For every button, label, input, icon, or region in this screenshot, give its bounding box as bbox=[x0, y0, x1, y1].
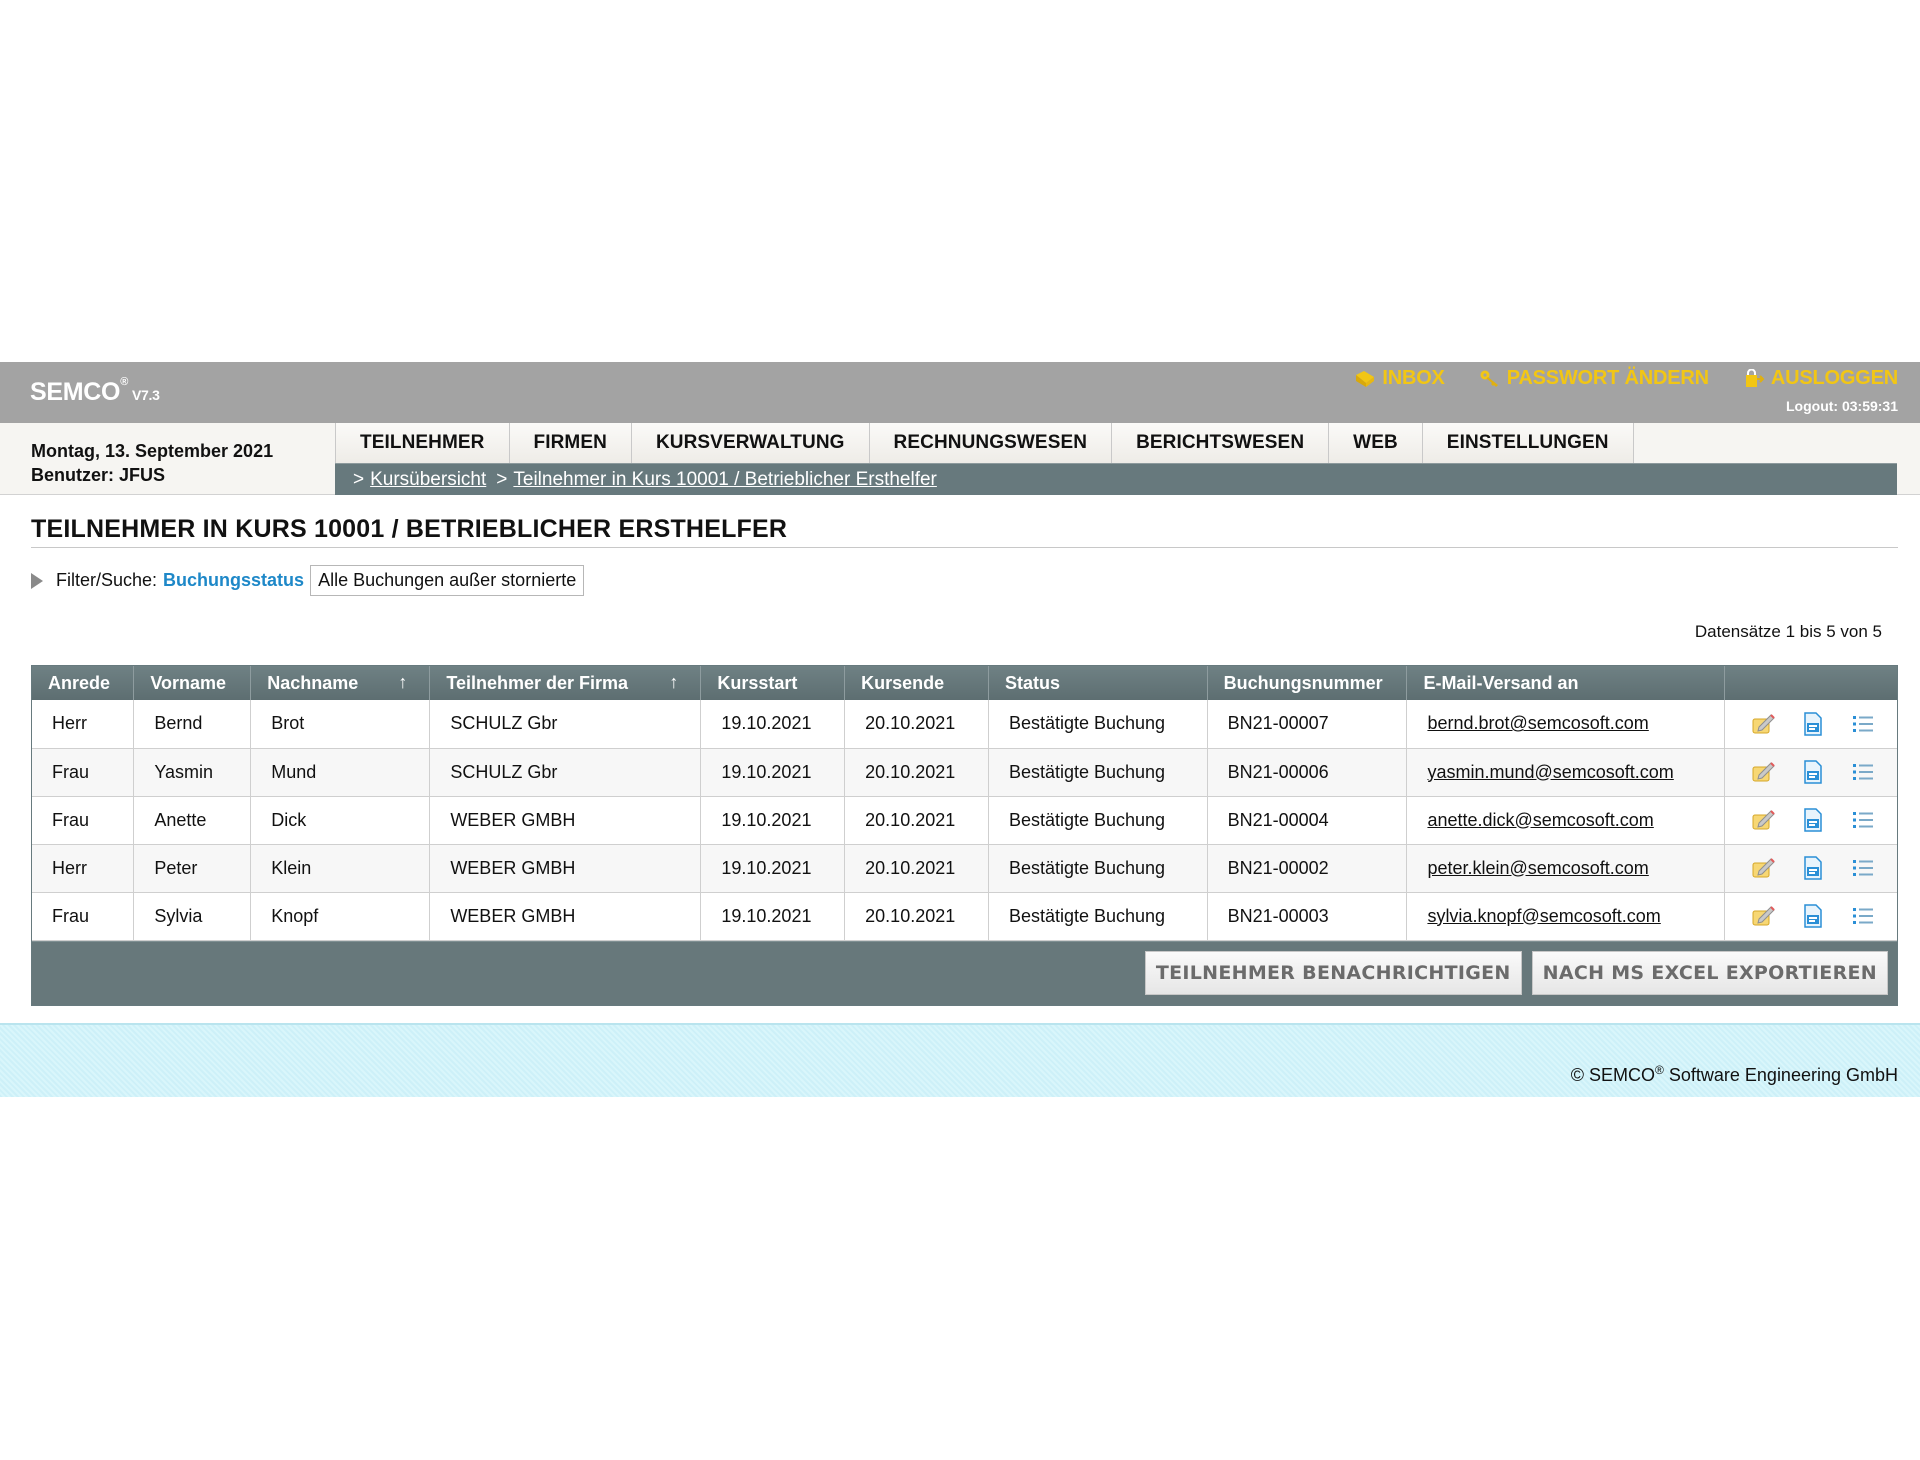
cell-start: 19.10.2021 bbox=[701, 748, 845, 796]
top-links bbox=[1354, 367, 1898, 390]
column-header-anrede[interactable] bbox=[32, 666, 134, 700]
column-label: Teilnehmer der Firma bbox=[446, 672, 629, 693]
main-menu bbox=[335, 423, 1897, 463]
edit-icon[interactable] bbox=[1749, 710, 1777, 738]
cell-vorname: Yasmin bbox=[134, 748, 251, 796]
cell-nachname: Mund bbox=[251, 748, 430, 796]
list-icon[interactable] bbox=[1849, 710, 1877, 738]
cell-firma: WEBER GMBH bbox=[430, 892, 701, 940]
cell-nachname: Brot bbox=[251, 700, 430, 748]
table-header-row bbox=[32, 666, 1897, 700]
navigation-row bbox=[0, 423, 1920, 495]
cell-ende: 20.10.2021 bbox=[845, 892, 989, 940]
breadcrumb-kursuebersicht[interactable]: Kursübersicht bbox=[370, 468, 487, 490]
cell-status: Bestätigte Buchung bbox=[988, 700, 1207, 748]
column-label: Status bbox=[1004, 672, 1060, 693]
cell-nachname: Klein bbox=[251, 844, 430, 892]
row-actions bbox=[1745, 854, 1877, 882]
document-icon[interactable] bbox=[1799, 854, 1827, 882]
column-label: Buchungsnummer bbox=[1223, 672, 1383, 693]
current-user: Benutzer: JFUS bbox=[31, 465, 166, 485]
copyright-prefix: © SEMCO bbox=[1570, 1065, 1656, 1085]
copyright-suffix: Software Engineering GmbH bbox=[1663, 1065, 1898, 1085]
row-actions bbox=[1745, 758, 1877, 786]
table-footer bbox=[32, 941, 1897, 1005]
menu-einstellungen[interactable]: EINSTELLUNGEN bbox=[1423, 423, 1634, 463]
cell-start: 19.10.2021 bbox=[701, 796, 845, 844]
cell-nummer: BN21-00002 bbox=[1207, 844, 1407, 892]
notify-participants-button[interactable]: TEILNEHMER BENACHRICHTIGEN bbox=[1145, 951, 1522, 995]
row-actions bbox=[1745, 710, 1877, 738]
edit-icon[interactable] bbox=[1749, 902, 1777, 930]
filter-field-link[interactable]: Buchungsstatus bbox=[163, 570, 305, 590]
page-footer bbox=[0, 1023, 1920, 1097]
column-header-buchungsnummer[interactable] bbox=[1207, 666, 1407, 700]
menu-kursverwaltung[interactable]: KURSVERWALTUNG bbox=[632, 423, 870, 463]
cell-nummer: BN21-00003 bbox=[1207, 892, 1407, 940]
menu-firmen[interactable]: FIRMEN bbox=[510, 423, 632, 463]
sort-ascending-icon[interactable]: ↑ bbox=[398, 672, 408, 692]
column-header-vorname[interactable] bbox=[134, 666, 251, 700]
inbox-icon bbox=[1354, 369, 1376, 389]
menu-web[interactable]: WEB bbox=[1329, 423, 1423, 463]
copyright-registered-mark: ® bbox=[1655, 1063, 1664, 1077]
change-password-link[interactable] bbox=[1479, 367, 1709, 390]
cell-actions bbox=[1724, 892, 1897, 940]
inbox-link[interactable] bbox=[1354, 367, 1444, 390]
email-link[interactable]: yasmin.mund@semcosoft.com bbox=[1427, 761, 1674, 782]
cell-nachname: Knopf bbox=[251, 892, 430, 940]
column-header-status[interactable] bbox=[988, 666, 1207, 700]
email-link[interactable]: peter.klein@semcosoft.com bbox=[1427, 857, 1649, 878]
cell-ende: 20.10.2021 bbox=[845, 700, 989, 748]
cell-vorname: Peter bbox=[134, 844, 251, 892]
email-link[interactable]: anette.dick@semcosoft.com bbox=[1427, 809, 1654, 830]
list-icon[interactable] bbox=[1849, 854, 1877, 882]
table-row[interactable] bbox=[32, 844, 1897, 892]
cell-email bbox=[1407, 844, 1725, 892]
column-label: Kursstart bbox=[717, 672, 798, 693]
column-header-kursende[interactable] bbox=[845, 666, 989, 700]
filter-bar bbox=[31, 565, 584, 596]
column-header-actions bbox=[1724, 666, 1897, 700]
column-label: Kursende bbox=[861, 672, 945, 693]
row-actions bbox=[1745, 902, 1877, 930]
cell-firma: SCHULZ Gbr bbox=[430, 700, 701, 748]
column-header-kursstart[interactable] bbox=[701, 666, 845, 700]
menu-rechnungswesen[interactable]: RECHNUNGSWESEN bbox=[870, 423, 1113, 463]
cell-actions bbox=[1724, 748, 1897, 796]
breadcrumb-current-course[interactable]: Teilnehmer in Kurs 10001 / Betrieblicher Ersthelfer bbox=[513, 468, 937, 490]
cell-firma: WEBER GMBH bbox=[430, 796, 701, 844]
brand-name: SEMCO bbox=[30, 378, 121, 406]
cell-vorname: Anette bbox=[134, 796, 251, 844]
logout-timer: Logout: 03:59:31 bbox=[1785, 398, 1898, 414]
cell-anrede: Herr bbox=[32, 700, 134, 748]
cell-actions bbox=[1724, 844, 1897, 892]
cell-nummer: BN21-00004 bbox=[1207, 796, 1407, 844]
cell-nummer: BN21-00006 bbox=[1207, 748, 1407, 796]
cell-vorname: Sylvia bbox=[134, 892, 251, 940]
row-actions bbox=[1745, 806, 1877, 834]
email-link[interactable]: bernd.brot@semcosoft.com bbox=[1427, 713, 1649, 734]
list-icon[interactable] bbox=[1849, 806, 1877, 834]
cell-anrede: Frau bbox=[32, 796, 134, 844]
edit-icon[interactable] bbox=[1749, 806, 1777, 834]
cell-start: 19.10.2021 bbox=[701, 844, 845, 892]
logout-icon bbox=[1743, 369, 1765, 389]
expand-filter-icon[interactable] bbox=[31, 573, 43, 589]
cell-email bbox=[1407, 796, 1725, 844]
column-header-firma[interactable] bbox=[430, 666, 701, 700]
edit-icon[interactable] bbox=[1749, 758, 1777, 786]
cell-email bbox=[1407, 748, 1725, 796]
export-excel-button[interactable]: NACH MS EXCEL EXPORTIEREN bbox=[1532, 951, 1888, 995]
participants-table bbox=[31, 665, 1898, 1006]
cell-anrede: Frau bbox=[32, 748, 134, 796]
cell-firma: WEBER GMBH bbox=[430, 844, 701, 892]
key-icon bbox=[1479, 369, 1501, 389]
cell-vorname: Bernd bbox=[134, 700, 251, 748]
cell-start: 19.10.2021 bbox=[701, 700, 845, 748]
menu-teilnehmer[interactable]: TEILNEHMER bbox=[336, 423, 510, 463]
breadcrumb-separator: > bbox=[496, 468, 508, 490]
session-info bbox=[31, 439, 273, 487]
list-icon[interactable] bbox=[1849, 902, 1877, 930]
email-link[interactable]: sylvia.knopf@semcosoft.com bbox=[1427, 905, 1661, 926]
top-header bbox=[0, 362, 1920, 423]
page-title: TEILNEHMER IN KURS 10001 / BETRIEBLICHER ERSTHELFER bbox=[31, 515, 788, 543]
column-header-email[interactable] bbox=[1407, 666, 1725, 700]
inbox-label: INBOX bbox=[1382, 367, 1445, 389]
cell-status: Bestätigte Buchung bbox=[988, 748, 1207, 796]
cell-ende: 20.10.2021 bbox=[845, 844, 989, 892]
document-icon[interactable] bbox=[1799, 710, 1827, 738]
cell-email bbox=[1407, 892, 1725, 940]
change-password-label: PASSWORT ÄNDERN bbox=[1506, 367, 1709, 389]
list-icon[interactable] bbox=[1849, 758, 1877, 786]
cell-status: Bestätigte Buchung bbox=[988, 796, 1207, 844]
brand-registered-mark: ® bbox=[120, 376, 128, 388]
filter-value[interactable]: Alle Buchungen außer stornierte bbox=[310, 565, 584, 596]
cell-ende: 20.10.2021 bbox=[845, 796, 989, 844]
sort-ascending-icon[interactable]: ↑ bbox=[669, 672, 679, 692]
record-count: Datensätze 1 bis 5 von 5 bbox=[1694, 622, 1882, 641]
column-label: E-Mail-Versand an bbox=[1423, 672, 1579, 693]
table-row[interactable] bbox=[32, 796, 1897, 844]
cell-nachname: Dick bbox=[251, 796, 430, 844]
column-label: Nachname bbox=[267, 672, 359, 693]
breadcrumb bbox=[335, 463, 1897, 495]
title-divider bbox=[31, 547, 1898, 548]
edit-icon[interactable] bbox=[1749, 854, 1777, 882]
column-label: Vorname bbox=[150, 672, 227, 693]
column-label: Anrede bbox=[48, 672, 111, 693]
app-version: V7.3 bbox=[132, 387, 160, 403]
menu-berichtswesen[interactable]: BERICHTSWESEN bbox=[1112, 423, 1329, 463]
document-icon[interactable] bbox=[1799, 758, 1827, 786]
cell-status: Bestätigte Buchung bbox=[988, 892, 1207, 940]
logout-link[interactable] bbox=[1743, 367, 1898, 390]
cell-actions bbox=[1724, 700, 1897, 748]
brand-logo bbox=[30, 378, 160, 407]
document-icon[interactable] bbox=[1799, 902, 1827, 930]
breadcrumb-separator: > bbox=[353, 468, 365, 490]
cell-status: Bestätigte Buchung bbox=[988, 844, 1207, 892]
cell-anrede: Frau bbox=[32, 892, 134, 940]
filter-label: Filter/Suche: bbox=[56, 570, 158, 590]
copyright bbox=[1571, 1063, 1898, 1086]
cell-nummer: BN21-00007 bbox=[1207, 700, 1407, 748]
cell-email bbox=[1407, 700, 1725, 748]
table-row[interactable] bbox=[32, 892, 1897, 940]
cell-firma: SCHULZ Gbr bbox=[430, 748, 701, 796]
table-row[interactable] bbox=[32, 748, 1897, 796]
document-icon[interactable] bbox=[1799, 806, 1827, 834]
cell-start: 19.10.2021 bbox=[701, 892, 845, 940]
current-date: Montag, 13. September 2021 bbox=[31, 441, 274, 461]
logout-label: AUSLOGGEN bbox=[1770, 367, 1898, 389]
cell-actions bbox=[1724, 796, 1897, 844]
column-header-nachname[interactable] bbox=[251, 666, 430, 700]
cell-ende: 20.10.2021 bbox=[845, 748, 989, 796]
table-row[interactable] bbox=[32, 700, 1897, 748]
cell-anrede: Herr bbox=[32, 844, 134, 892]
